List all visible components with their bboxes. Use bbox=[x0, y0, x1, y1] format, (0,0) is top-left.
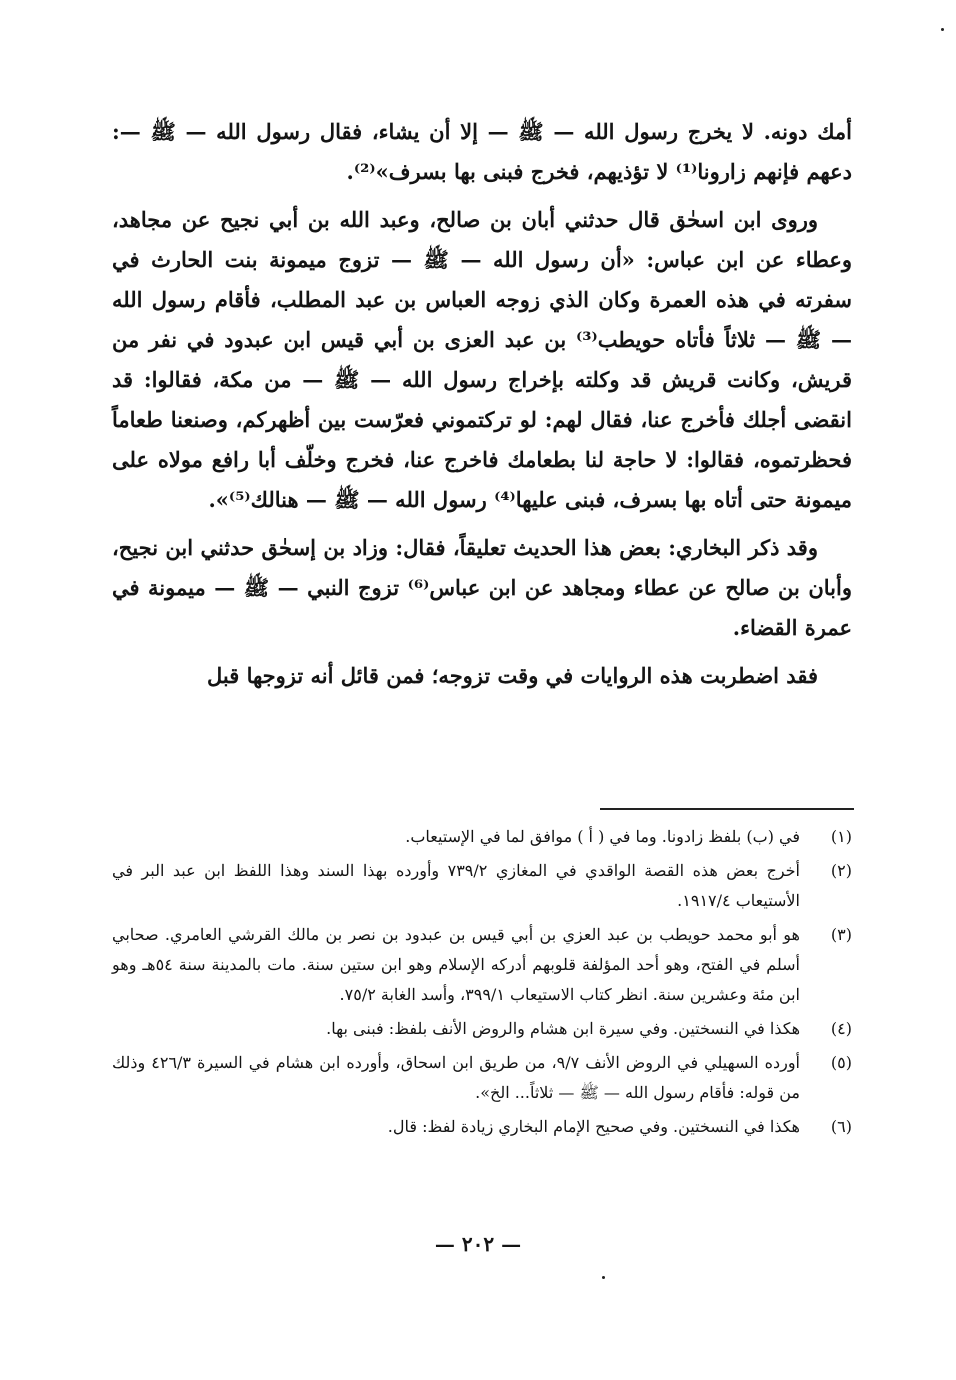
footnotes bbox=[112, 822, 852, 1146]
footnote-number: (٤) bbox=[830, 1019, 852, 1038]
main-text bbox=[112, 112, 852, 704]
footnote-number: (١) bbox=[830, 827, 852, 846]
scan-speck bbox=[941, 28, 944, 31]
footnote-number: (٣) bbox=[830, 925, 852, 944]
scan-speck bbox=[602, 1276, 605, 1279]
footnote-number: (٢) bbox=[830, 861, 852, 880]
footnote bbox=[112, 856, 852, 916]
footnote-number: (٦) bbox=[830, 1117, 852, 1136]
footnote-text: هو أبو محمد حويطب بن عبد العزي بن أبي قيس بن عبدود بن نصر بن مالك القرشي العامري. صحابي أسلم في الفتح، وهو أحد المؤلفة قلوبهم أدركه الإسلام وهو ابن ستين سنة. مات بالمدينة سنة ٥٤هـ وهو ابن مئة وعشرين سنة. انظر كتاب الاستيعاب ٣٩٩/١، وأسد الغابة ٧٥/٢. bbox=[112, 925, 801, 1004]
footnote-text: أورده السهيلي في الروض الأنف ٩/٧، من طريق ابن اسحاق، وأورده ابن هشام في السيرة ٤٢٦/٣ وذلك من قوله: فأقام رسول الله — ﷺ — ثلاثاً... الخ». bbox=[112, 1053, 800, 1102]
footnote-text: هكذا في النسختين. وفي سيرة ابن هشام والروض الأنف بلفظ: فبنى بها. bbox=[326, 1019, 800, 1038]
footnote bbox=[112, 1048, 852, 1108]
paragraph: فقد اضطربت هذه الروايات في وقت تزوجه؛ فمن قائل أنه تزوجها قبل bbox=[207, 663, 818, 688]
footnote bbox=[112, 822, 852, 852]
paragraph: وقد ذكر البخاري: بعض هذا الحديث تعليقاً، فقال: وزاد بن إسحٰق حدثني ابن نجيح، وأبان بن صالح عن عطاء ومجاهد عن ابن عباس⁽⁶⁾ تزوج النبي — ﷺ — ميمونة في عمرة القضاء. bbox=[112, 535, 853, 640]
footnote-number: (٥) bbox=[830, 1053, 852, 1072]
footnote bbox=[112, 920, 852, 1010]
footnote-text: أخرج بعض هذه القصة الواقدي في المغازي ٧٣٩/٢ وأورده بهذا السند وهذا اللفظ ابن عبد البر في الأستيعاب ١٩١٧/٤. bbox=[112, 861, 801, 910]
footnote bbox=[112, 1112, 852, 1142]
paragraph: أمك دونه. لا يخرج رسول الله — ﷺ — إلا أن يشاء، فقال رسول الله — ﷺ —: دعهم فإنهم زارونا⁽¹⁾ لا تؤذيهم، فخرج فبنى بها بسرف»⁽²⁾. bbox=[112, 119, 852, 184]
footnote-separator bbox=[600, 808, 854, 810]
paragraph: وروى ابن اسحٰق قال حدثني أبان بن صالح، وعبد الله بن أبي نجيح عن مجاهد، وعطاء عن ابن عباس: «أن رسول الله — ﷺ — تزوج ميمونة بنت الحارث في سفرته في هذه العمرة وكان الذي زوجه العباس بن عبد المطلب، فأقام رسول الله — ﷺ — ثلاثاً فأتاه حويطب⁽³⁾ بن عبد العزى بن أبي قيس ابن عبدود في نفر من قريش، وكانت قريش قد وكلته بإخراج رسول الله — ﷺ — من مكة، فقالوا: قد انقضى أجلك فأخرج عنا، فقال لهم: لو تركتموني فعرّست بين أظهركم، وصنعنا طعاماً فحظرتموه، فقالوا: لا حاجة لنا بطعامك فاخرج عنا، فخرج وخلّف أبا رافع مولاه على ميمونة حتى أتاه بها بسرف، فبنى عليها⁽⁴⁾ رسول الله — ﷺ — هنالك⁽⁵⁾». bbox=[112, 207, 852, 512]
footnote-text: في (ب) بلفظ زادونا. وما في ( أ ) موافق لما في الإستيعاب. bbox=[405, 827, 800, 846]
footnote-text: هكذا في النسختين. وفي صحيح الإمام البخاري زيادة لفظ: قال. bbox=[387, 1117, 800, 1136]
page-number: — ٢٠٢ — bbox=[434, 1232, 522, 1256]
footnote bbox=[112, 1014, 852, 1044]
